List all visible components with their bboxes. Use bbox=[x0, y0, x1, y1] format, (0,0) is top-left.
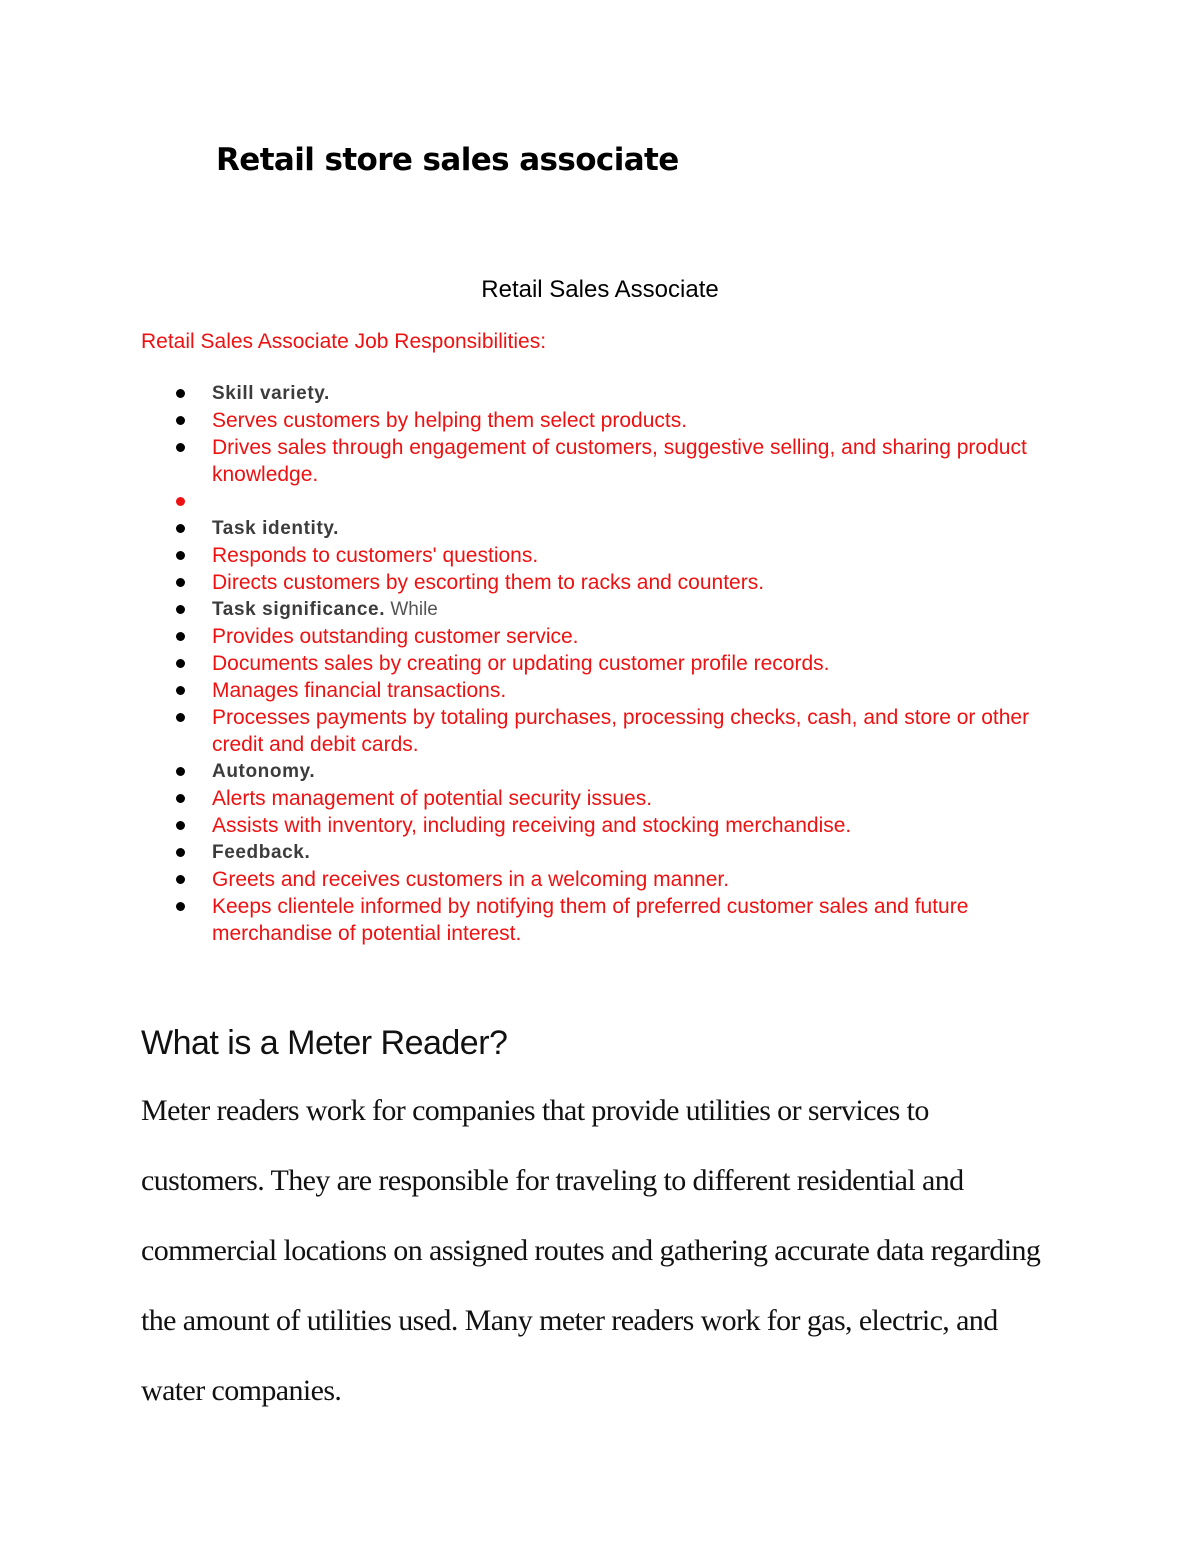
responsibility-item bbox=[141, 650, 1061, 677]
responsibility-item bbox=[141, 866, 1061, 893]
bullet-icon bbox=[176, 713, 185, 722]
responsibility-text: Feedback. bbox=[212, 842, 311, 863]
responsibility-item bbox=[141, 407, 1061, 434]
responsibilities-list bbox=[141, 380, 1061, 947]
responsibility-item bbox=[141, 677, 1061, 704]
responsibility-text: Documents sales by creating or updating customer profile records. bbox=[212, 652, 830, 675]
meter-reader-paragraph: Meter readers work for companies that provide utilities or services to customers. They are responsible for traveling to different residential and commercial locations on assigned routes and gathering accurate data regarding the amount of utilities used. Many meter readers work for gas, electric, and water companies. bbox=[141, 1094, 1041, 1407]
responsibility-text: Assists with inventory, including receiving and stocking merchandise. bbox=[212, 814, 852, 837]
responsibility-category bbox=[141, 758, 1061, 785]
bullet-icon bbox=[176, 902, 185, 911]
bullet-icon bbox=[176, 524, 185, 533]
responsibility-item bbox=[141, 704, 1061, 758]
responsibility-text: Responds to customers' questions. bbox=[212, 544, 539, 567]
responsibility-item bbox=[141, 434, 1061, 488]
responsibility-text: Greets and receives customers in a welcoming manner. bbox=[212, 868, 730, 891]
bullet-icon bbox=[176, 443, 185, 452]
bullet-icon bbox=[176, 605, 185, 614]
responsibility-text: Drives sales through engagement of customers, suggestive selling, and sharing product knowledge. bbox=[212, 436, 1027, 486]
bullet-icon bbox=[176, 686, 185, 695]
responsibility-item bbox=[141, 542, 1061, 569]
responsibility-suffix: While bbox=[385, 599, 438, 620]
bullet-icon bbox=[176, 659, 185, 668]
responsibility-text: Manages financial transactions. bbox=[212, 679, 507, 702]
responsibility-item bbox=[141, 623, 1061, 650]
responsibility-item bbox=[141, 569, 1061, 596]
bullet-icon bbox=[176, 767, 185, 776]
document-title: Retail store sales associate bbox=[216, 142, 679, 178]
bullet-icon bbox=[176, 821, 185, 830]
responsibility-text: Task significance. bbox=[212, 599, 386, 620]
responsibility-text: Alerts management of potential security issues. bbox=[212, 787, 653, 810]
responsibility-text: Skill variety. bbox=[212, 383, 330, 404]
bullet-icon bbox=[176, 551, 185, 560]
meter-reader-heading: What is a Meter Reader? bbox=[141, 1024, 508, 1062]
bullet-icon bbox=[176, 794, 185, 803]
responsibility-category bbox=[141, 380, 1061, 407]
responsibility-item bbox=[141, 812, 1061, 839]
responsibility-text: Autonomy. bbox=[212, 761, 316, 782]
responsibility-text: Serves customers by helping them select products. bbox=[212, 409, 688, 432]
responsibility-text: Directs customers by escorting them to racks and counters. bbox=[212, 571, 765, 594]
section-heading: Retail Sales Associate bbox=[481, 276, 719, 303]
responsibility-category bbox=[141, 515, 1061, 542]
responsibility-item bbox=[141, 785, 1061, 812]
responsibilities-intro: Retail Sales Associate Job Responsibilities: bbox=[141, 330, 547, 353]
responsibility-item bbox=[141, 488, 1061, 515]
bullet-icon bbox=[176, 497, 185, 506]
responsibility-text: Keeps clientele informed by notifying them of preferred customer sales and future merchandise of potential interest. bbox=[212, 895, 969, 945]
responsibility-text: Task identity. bbox=[212, 518, 340, 539]
bullet-icon bbox=[176, 416, 185, 425]
responsibility-category bbox=[141, 596, 1061, 623]
bullet-icon bbox=[176, 632, 185, 641]
responsibility-text: Provides outstanding customer service. bbox=[212, 625, 579, 648]
bullet-icon bbox=[176, 848, 185, 857]
bullet-icon bbox=[176, 389, 185, 398]
responsibility-category bbox=[141, 839, 1061, 866]
bullet-icon bbox=[176, 578, 185, 587]
responsibility-item bbox=[141, 893, 1061, 947]
responsibility-text: Processes payments by totaling purchases, processing checks, cash, and store or other credit and debit cards. bbox=[212, 706, 1030, 756]
bullet-icon bbox=[176, 875, 185, 884]
